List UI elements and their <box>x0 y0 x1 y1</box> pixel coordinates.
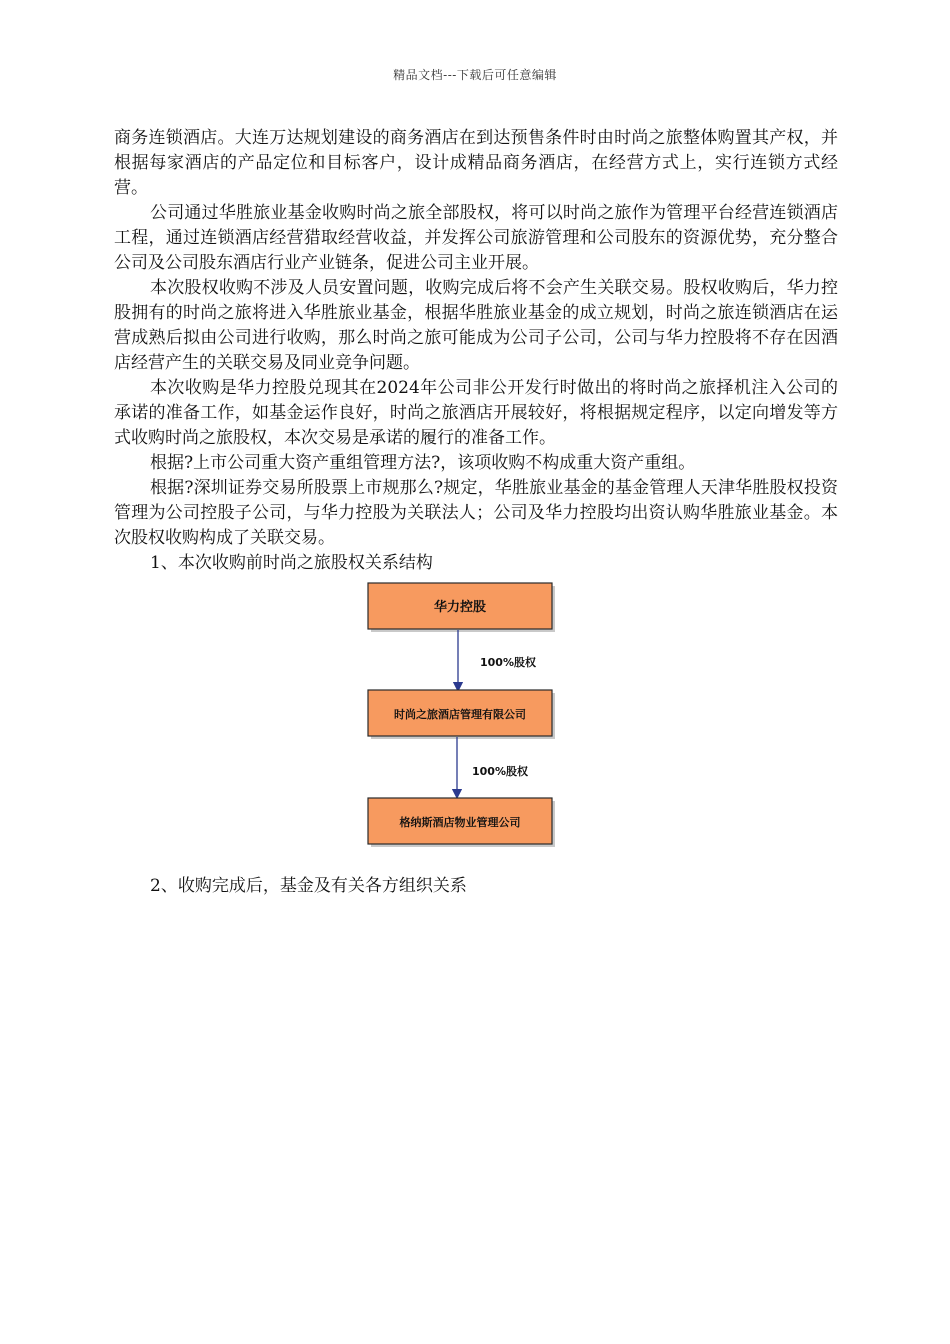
edge-2 <box>457 737 529 794</box>
edge-label-1: 100%股权 <box>480 656 536 669</box>
edge-1 <box>458 630 537 687</box>
box-huali-holding <box>368 583 555 632</box>
box-label-genas-hotel-property-mgmt: 格纳斯酒店物业管理公司 <box>399 816 521 829</box>
page-header: 精品文档---下载后可任意编辑 <box>393 68 557 82</box>
section-2-heading: 2、收购完成后，基金及有关各方组织关系 <box>150 876 467 896</box>
document-body <box>114 126 838 576</box>
box-genas-hotel-property-mgmt <box>368 798 555 847</box>
box-label-fashion-trip-hotel-mgmt: 时尚之旅酒店管理有限公司 <box>394 708 526 721</box>
box-label-huali-holding: 华力控股 <box>433 600 487 615</box>
paragraph-1: 商务连锁酒店。大连万达规划建设的商务酒店在到达预售条件时由时尚之旅整体购置其产权，并根据每家酒店的产品定位和目标客户，设计成精品商务酒店，在经营方式上，实行连锁方式经营。 <box>114 128 838 198</box>
paragraph-6: 根据?深圳证券交易所股票上市规那么?规定，华胜旅业基金的基金管理人天津华胜股权投资管理为公司控股子公司，与华力控股为关联法人；公司及华力控股均出资认购华胜旅业基金。本次股权收购构成了关联交易。 <box>114 478 838 548</box>
box-fashion-trip-hotel-mgmt <box>368 690 555 739</box>
paragraph-4: 本次收购是华力控股兑现其在2024年公司非公开发行时做出的将时尚之旅择机注入公司的承诺的准备工作，如基金运作良好，时尚之旅酒店开展较好，将根据规定程序，以定向增发等方式收购时尚之旅股权，本次交易是承诺的履行的准备工作。 <box>114 378 838 448</box>
paragraph-2: 公司通过华胜旅业基金收购时尚之旅全部股权，将可以时尚之旅作为管理平台经营连锁酒店工程，通过连锁酒店经营猎取经营收益，并发挥公司旅游管理和公司股东的资源优势，充分整合公司及公司股东酒店行业产业链条，促进公司主业开展。 <box>114 203 838 273</box>
edge-label-2: 100%股权 <box>472 765 528 778</box>
paragraph-3: 本次股权收购不涉及人员安置问题，收购完成后将不会产生关联交易。股权收购后，华力控股拥有的时尚之旅将进入华胜旅业基金，根据华胜旅业基金的成立规划，时尚之旅连锁酒店在运营成熟后拟由公司进行收购，那么时尚之旅可能成为公司子公司，公司与华力控股将不存在因酒店经营产生的关联交易及同业竞争问题。 <box>114 278 838 373</box>
equity-structure-diagram <box>360 580 560 852</box>
paragraph-5: 根据?上市公司重大资产重组管理方法?，该项收购不构成重大资产重组。 <box>150 453 696 473</box>
section-1-heading: 1、本次收购前时尚之旅股权关系结构 <box>150 553 433 573</box>
